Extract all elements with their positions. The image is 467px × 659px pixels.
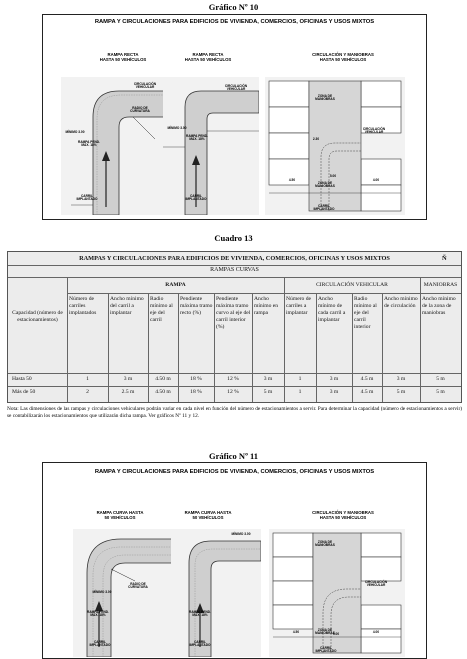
- table-cell: 2: [86, 389, 89, 395]
- table-note: Nota: Las dimensiones de las rampas y circulaciones vehiculares podrán variar en cada nivel en función del número de estacionamientos a servir. Para determinar la capacidad (número de estacionamientos a servir) se contabilizarán los estacionamientos que utilizarán dicha rampa. Ver gráficos Nº 11 y 12.: [7, 406, 462, 419]
- fig11-p2-ramp-label: RAMPA PEND. MÁX. 18%: [189, 610, 211, 618]
- table-cell: 4.50 m: [155, 389, 171, 395]
- table-rule: [8, 386, 461, 387]
- table-cell: 5 m: [396, 389, 406, 395]
- fig10-panel1-caption: [88, 53, 158, 62]
- table-col-line: [214, 293, 215, 402]
- table-title: RAMPAS Y CIRCULACIONES PARA EDIFICIOS DE VIVIENDA, COMERCIOS, OFICINAS Y USOS MIXTOS: [79, 255, 390, 262]
- table-mark: Ñ: [442, 255, 447, 262]
- fig11-panel1-caption-line1: RAMPA CURVA HASTA: [96, 510, 144, 515]
- fig10-panel2-caption-line1: RAMPA RECTA: [192, 52, 224, 57]
- fig10-p3-zone-label-2: ZONA DE MANIOBRAS: [315, 181, 335, 189]
- table-cell: 18 %: [190, 376, 202, 382]
- table-col-line: [67, 277, 68, 402]
- fig11-p3-zone-label-2: ZONA DE MANIOBRAS: [315, 628, 335, 636]
- table-rule: [8, 265, 461, 266]
- fig10-p3-circ-label: CIRCULACIÓN VEHICULAR: [362, 127, 386, 135]
- table-cell: 1: [298, 389, 302, 395]
- fig11-curved-ramp-diagram-1: [73, 529, 173, 657]
- fig10-p1-carril-label: CARRIL IMPLANTADO: [76, 194, 98, 202]
- table-rule: [8, 373, 461, 374]
- col-header: Ancho mínimo de cada carril a implantar: [318, 296, 346, 323]
- table-col-line: [316, 293, 317, 402]
- table-cell: 3 m: [396, 376, 406, 382]
- fig10-panel1-caption-line1: RAMPA RECTA: [107, 52, 139, 57]
- fig11-p3-dim-450: 4.50: [292, 630, 300, 634]
- col-header: Ancho mínimo del carril a implantar: [110, 296, 144, 316]
- table-col-line: [252, 293, 253, 402]
- cuadro-13-table: [7, 251, 462, 403]
- fig11-panel1-caption-line2: 50 VEHÍCULOS: [104, 514, 136, 520]
- fig11-panel3-caption-line2: HASTA 50 VEHÍCULOS: [319, 514, 367, 520]
- figure-11-title: RAMPA Y CIRCULACIONES PARA EDIFICIOS DE VIVIENDA, COMERCIOS, OFICINAS Y USOS MIXTOS: [94, 469, 375, 475]
- fig10-p2-circ-label: CIRCULACIÓN VEHICULAR: [224, 84, 248, 92]
- fig10-p3-dim-230: 2.30: [312, 137, 320, 141]
- table-cell: 3 m: [263, 376, 273, 382]
- figure-10-frame: [42, 14, 427, 220]
- col-header: Ancho mínimo de circulación: [384, 296, 418, 309]
- fig10-p3-zone-label: ZONA DE MANIOBRAS: [315, 94, 335, 102]
- fig11-p1-min-label: MÍNIMO 3.00: [92, 590, 112, 594]
- fig10-p1-circ-label: CIRCULACIÓN VEHICULAR: [133, 82, 157, 90]
- fig10-p1-radius-label: RADIO DE CURVATURA: [130, 106, 150, 114]
- table-cell: 1: [86, 376, 89, 382]
- table-col-line: [148, 293, 149, 402]
- fig10-panel2-caption-line2: HASTA 50 VEHÍCULOS: [184, 56, 232, 62]
- table-cell: 5 m: [436, 376, 445, 382]
- table-cell: 4.5 m: [360, 376, 374, 382]
- capacity-header: Capacidad (número de estacionamientos): [12, 310, 63, 323]
- figure-11-heading: Gráfico Nº 11: [208, 451, 259, 461]
- fig10-p3-dim-450: 4.50: [288, 178, 296, 182]
- group-circulacion: CIRCULACIÓN VEHICULAR: [316, 282, 388, 288]
- fig11-p3-zone-label: ZONA DE MANIOBRAS: [315, 540, 335, 548]
- table-col-line: [178, 293, 179, 402]
- table-cell: 18 %: [190, 389, 202, 395]
- fig11-panel1-caption: [85, 511, 155, 520]
- fig11-p1-ramp-label: RAMPA PEND. MÁX. 18%: [87, 610, 109, 618]
- col-header: Pendiente máxima tramo recto (%): [180, 296, 213, 316]
- table-cell: 12 %: [227, 376, 239, 382]
- table-cell: 2.5 m: [121, 389, 135, 395]
- fig11-p2-carril-label: CARRIL IMPLANTADO: [189, 640, 211, 648]
- table-cell: 4.5 m: [360, 389, 374, 395]
- table-col-line: [382, 293, 383, 402]
- table-cell: 5 m: [436, 389, 445, 395]
- fig11-p3-carril-label: CARRIL IMPLANTADO: [315, 646, 337, 654]
- fig10-p1-min-label: MÍNIMO 3.00: [65, 130, 85, 134]
- group-rampa: RAMPA: [165, 282, 186, 288]
- fig11-p3-dim-500: 5.00: [332, 632, 340, 636]
- fig10-panel2-caption: [173, 53, 243, 62]
- fig11-p2-min-label: MÍNIMO 3.00: [231, 532, 251, 536]
- fig11-p1-radius-label: RADIO DE CURVATURA: [128, 582, 148, 590]
- fig11-panel2-caption-line2: 50 VEHÍCULOS: [192, 514, 224, 520]
- fig10-p2-carril-label: CARRIL IMPLANTADO: [185, 194, 207, 202]
- col-header: Ancho mínimo en rampa: [254, 296, 279, 316]
- cuadro-13-heading: Cuadro 13: [214, 233, 253, 243]
- col-header: Pendiente máxima tramo curvo al eje del carril interior (%): [216, 296, 251, 330]
- table-cell: 3 m: [329, 389, 339, 395]
- fig10-panel3-caption: [288, 53, 398, 62]
- table-col-line: [420, 277, 421, 402]
- group-maniobras: MANIOBRAS: [423, 282, 458, 288]
- table-cell: 1: [298, 376, 302, 382]
- table-cell: 3 m: [329, 376, 339, 382]
- fig10-straight-ramp-diagram-2: [163, 77, 259, 215]
- fig11-panel3-caption-line1: CIRCULACIÓN Y MANIOBRAS: [312, 510, 374, 515]
- table-subtitle: RAMPAS CURVAS: [210, 267, 259, 273]
- table-col-line: [284, 277, 285, 402]
- fig10-p2-ramp-label: RAMPA PEND. MÁX. 18%: [186, 134, 208, 142]
- row-label: Más de 50: [12, 389, 36, 395]
- col-header: Ancho mínimo de la zona de maniobras: [422, 296, 456, 316]
- fig10-panel3-caption-line2: HASTA 50 VEHÍCULOS: [319, 56, 367, 62]
- fig11-p3-dim-400: 4.00: [372, 630, 380, 634]
- fig11-panel3-caption: [288, 511, 398, 520]
- figure-10-heading: Gráfico Nº 10: [208, 2, 259, 12]
- fig10-panel3-caption-line1: CIRCULACIÓN Y MANIOBRAS: [312, 52, 374, 57]
- fig10-p2-min-label: MÍNIMO 3.00: [167, 126, 187, 130]
- fig10-p3-dim-500: 5.00: [329, 174, 337, 178]
- figure-11-frame: [42, 462, 427, 659]
- figure-10-title: RAMPA Y CIRCULACIONES PARA EDIFICIOS DE VIVIENDA, COMERCIOS, OFICINAS Y USOS MIXTOS: [94, 19, 375, 25]
- table-col-line: [108, 293, 109, 402]
- fig10-p3-carril-label: CARRIL IMPLANTADO: [313, 204, 335, 212]
- fig11-curved-ramp-diagram-2: [171, 529, 261, 657]
- fig10-p1-ramp-label: RAMPA PEND. MÁX. 18%: [78, 140, 100, 148]
- col-header: Radio mínimo al eje del carril: [150, 296, 173, 323]
- fig11-panel2-caption: [173, 511, 243, 520]
- fig10-p3-dim-400: 4.00: [372, 178, 380, 182]
- col-header: Radio mínimo al eje del carril interior: [354, 296, 377, 330]
- fig11-p3-circ-label: CIRCULACIÓN VEHICULAR: [364, 580, 388, 588]
- table-rule: [8, 277, 461, 278]
- table-cell: 3 m: [123, 376, 133, 382]
- fig10-panel1-caption-line2: HASTA 50 VEHÍCULOS: [99, 56, 147, 62]
- fig11-panel2-caption-line1: RAMPA CURVA HASTA: [184, 510, 232, 515]
- row-label: Hasta 50: [12, 376, 32, 382]
- table-cell: 4.50 m: [155, 376, 171, 382]
- table-col-line: [352, 293, 353, 402]
- fig11-maneuver-diagram: [269, 529, 405, 657]
- col-header: Número de carriles a implantar: [286, 296, 312, 316]
- table-rule: [67, 293, 461, 294]
- fig11-p1-carril-label: CARRIL IMPLANTADO: [89, 640, 111, 648]
- table-cell: 5 m: [263, 389, 273, 395]
- col-header: Número de carriles implantados: [69, 296, 97, 316]
- table-cell: 12 %: [227, 389, 239, 395]
